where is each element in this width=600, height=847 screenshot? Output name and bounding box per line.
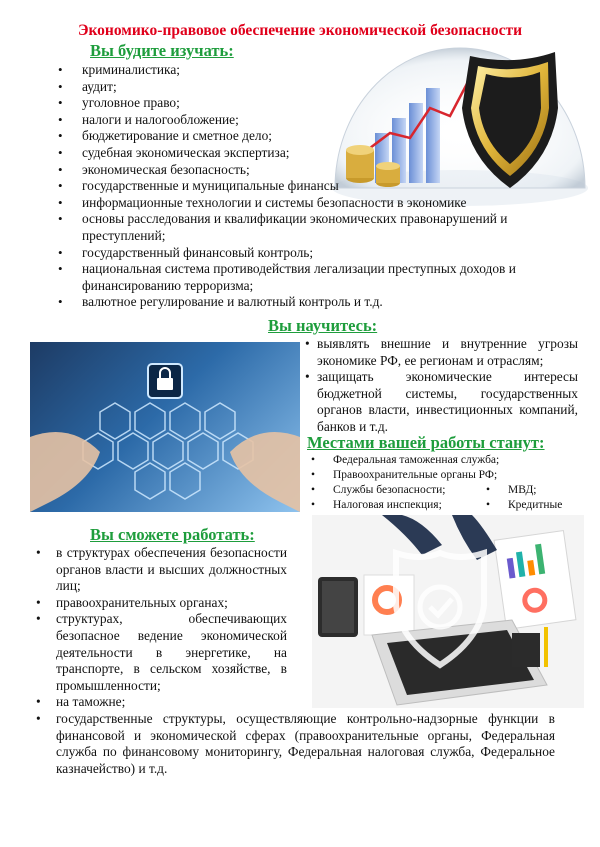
places-heading: Местами вашей работы станут: (307, 433, 545, 452)
office-desk-image (312, 515, 584, 708)
list-item: • защищать экономические интересы бюджетной системы, государственных органов власти, инвестиционных компаний, банков и т.д. (305, 369, 578, 435)
list-item: • судебная экономическая экспертиза; (50, 145, 560, 162)
list-item: • структурах, обеспечивающих безопасное ведение экономической деятельности в энергетике, на транспорте, в сельском хозяйстве, в промышленности; (30, 611, 287, 694)
learn-heading: Вы научитесь: (268, 316, 378, 335)
study-heading: Вы будите изучать: (90, 41, 234, 60)
list-item: • государственные структуры, осуществляющие контрольно-надзорные функции в финансовой и экономической сферах (правоохранительные органы, Федеральная служба по финансовому мониторингу, Федеральная налоговая служба, Федеральное казначейство) и т.д. (30, 711, 555, 777)
list-item: • аудит; (50, 79, 560, 96)
list-item: • уголовное право; (50, 95, 560, 112)
list-item: • выявлять внешние и внутренние угрозы экономике РФ, ее регионам и отраслям; (305, 336, 578, 369)
list-item: • национальная система противодействия легализации преступных доходов и финансированию терроризма; (50, 261, 560, 294)
list-item: • государственный финансовый контроль; (50, 245, 560, 262)
cyber-security-image (30, 342, 300, 512)
list-item: • бюджетирование и сметное дело; (50, 128, 560, 145)
list-item: • валютное регулирование и валютный контроль и т.д. (50, 294, 560, 311)
list-item: • Правоохранительные органы РФ; (305, 468, 585, 483)
list-item: • Федеральная таможенная служба; (305, 453, 585, 468)
lock-icon (148, 364, 182, 398)
list-item: • государственные и муниципальные финансы (50, 178, 560, 195)
learn-list (305, 336, 578, 436)
page-title: Экономико-правовое обеспечение экономической безопасности (77, 22, 523, 39)
places-list-col1 (305, 483, 485, 513)
study-list (50, 62, 560, 311)
list-item: • криминалистика; (50, 62, 560, 79)
work-list (30, 545, 287, 711)
places-list-wide (305, 453, 585, 483)
list-item: • налоги и налогообложение; (50, 112, 560, 129)
list-item: • на таможне; (30, 694, 287, 711)
list-item: • в структурах обеспечения безопасности органов власти и высших должностных лиц; (30, 545, 287, 595)
list-item: • Кредитные (480, 498, 580, 528)
list-item: • основы расследования и квалификации экономических правонарушений и преступлений; (50, 211, 560, 244)
list-item: • Службы безопасности; (305, 483, 485, 498)
work-heading: Вы сможете работать: (90, 525, 255, 544)
list-item: • МВД; (480, 483, 580, 498)
work-list-wide (30, 711, 555, 777)
list-item: • правоохранительных органах; (30, 595, 287, 612)
list-item: • Налоговая инспекция; (305, 498, 485, 513)
list-item: • экономическая безопасность; (50, 162, 560, 179)
list-item: • информационные технологии и системы безопасности в экономике (50, 195, 560, 212)
